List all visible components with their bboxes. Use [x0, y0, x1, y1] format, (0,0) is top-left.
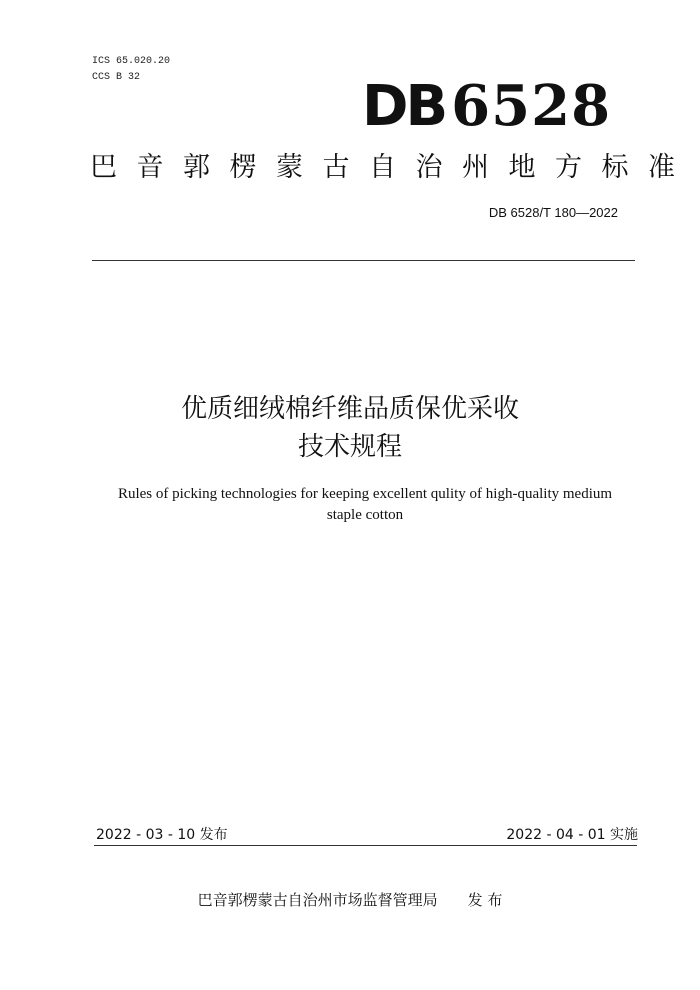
- local-standard-heading: 巴音郭楞蒙古自治州地方标准: [90, 152, 695, 183]
- publish-date: 2022 - 03 - 10 发布: [96, 827, 228, 843]
- db-logo: [362, 73, 612, 139]
- issuer-line: [0, 889, 700, 910]
- classification-codes: [92, 54, 170, 86]
- db-logo-number: 6528: [451, 73, 612, 139]
- issuer-action: 发 布: [467, 891, 503, 909]
- bottom-divider: [94, 845, 637, 846]
- standard-code: DB 6528/T 180—2022: [488, 205, 618, 220]
- document-title-line1: 优质细绒棉纤维品质保优采收: [180, 394, 519, 424]
- ics-code: ICS 65.020.20: [92, 56, 171, 67]
- document-title-line2: 技术规程: [297, 432, 402, 462]
- issuer-name: 巴音郭楞蒙古自治州市场监督管理局: [197, 891, 438, 909]
- db-logo-prefix: DB: [362, 74, 446, 139]
- implementation-date: 2022 - 04 - 01 实施: [506, 827, 638, 843]
- english-title: Rules of picking technologies for keeping excellent qulity of high-quality medium staple cotton: [117, 486, 613, 523]
- ccs-code: CCS B 32: [92, 72, 141, 83]
- top-divider: [92, 260, 635, 261]
